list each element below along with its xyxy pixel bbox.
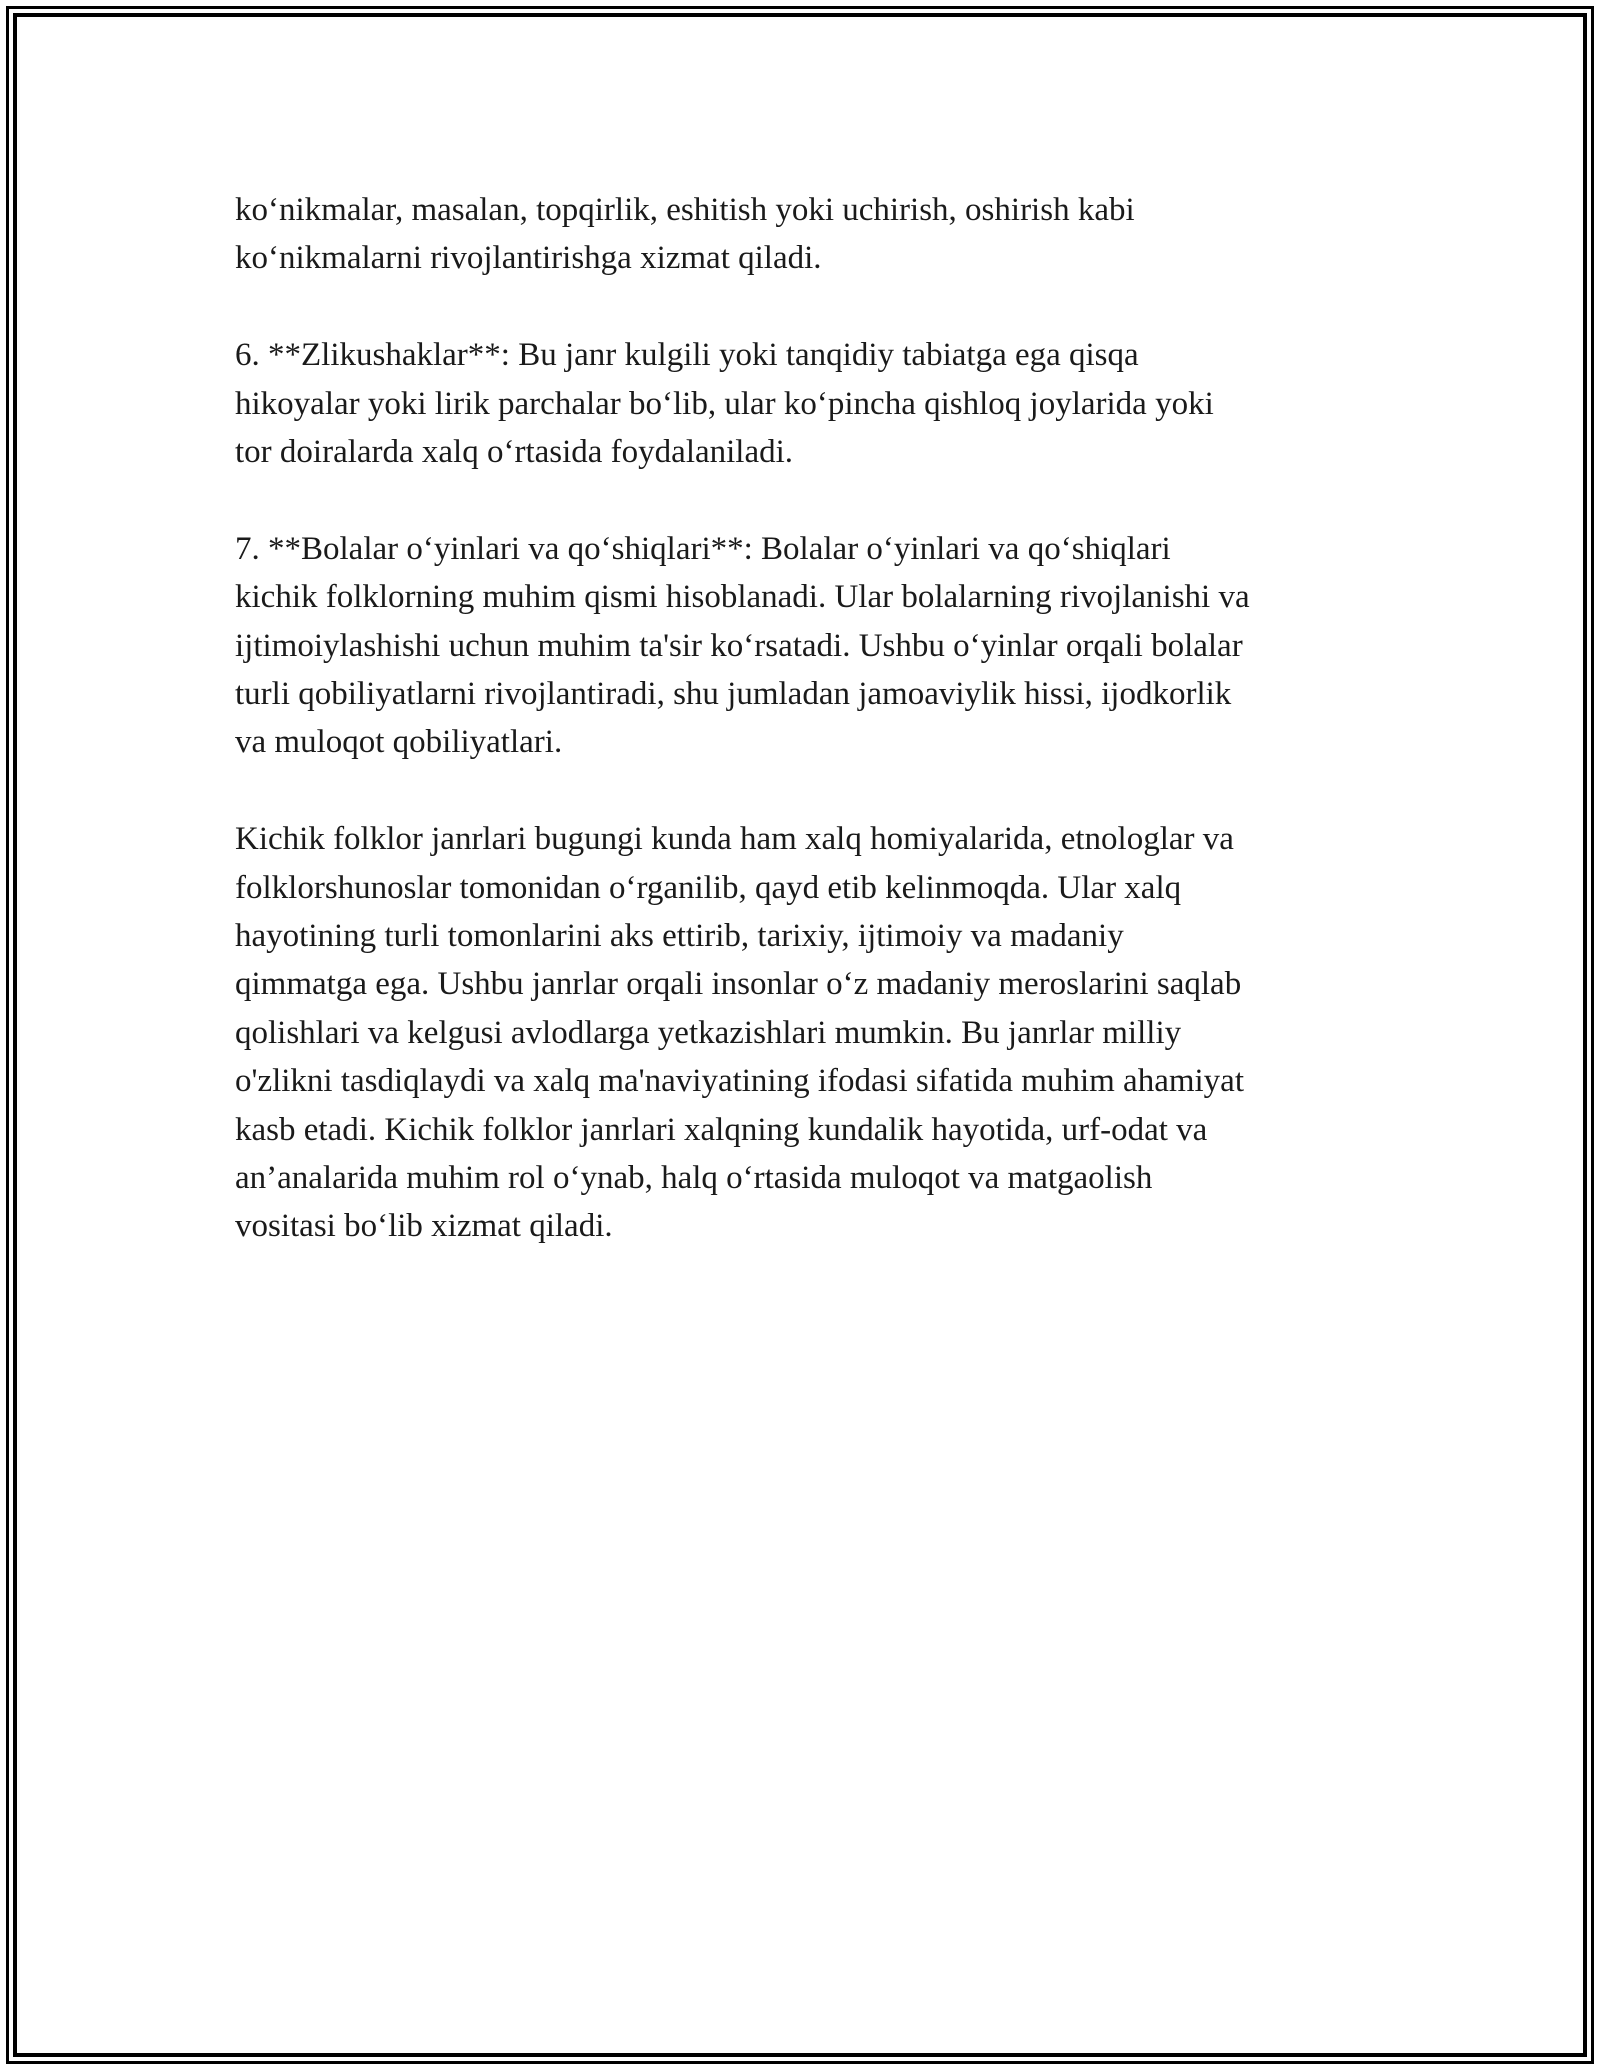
text-line: kichik folklorning muhim qismi hisoblanadi. Ular bolalarning rivojlanishi va [235, 579, 1250, 616]
document-body [235, 186, 1375, 1299]
text-line: o'zlikni tasdiqlaydi va xalq ma'naviyatining ifodasi sifatida muhim ahamiyat [235, 1063, 1244, 1100]
text-line: folklorshunoslar tomonidan o‘rganilib, qayd etib kelinmoqda. Ular xalq [235, 869, 1182, 906]
text-line: qolishlari va kelgusi avlodlarga yetkazishlari mumkin. Bu janrlar milliy [235, 1014, 1182, 1051]
text-line: qimmatga ega. Ushbu janrlar orqali insonlar o‘z madaniy meroslarini saqlab [235, 966, 1242, 1003]
text-line: ijtimoiylashishi uchun muhim ta'sir ko‘rsatadi. Ushbu o‘yinlar orqali bolalar [235, 627, 1243, 664]
text-line: kasb etadi. Kichik folklor janrlari xalqning kundalik hayotida, urf-odat va [235, 1111, 1208, 1148]
paragraph-skills-continuation [235, 186, 1375, 283]
text-line: ko‘nikmalarni rivojlantirishga xizmat qiladi. [235, 240, 822, 277]
text-line: tor doiralarda xalq o‘rtasida foydalaniladi. [235, 434, 794, 471]
text-line: ko‘nikmalar, masalan, topqirlik, eshitish yoki uchirish, oshirish kabi [235, 192, 1135, 228]
text-line: 7. **Bolalar o‘yinlari va qo‘shiqlari**: Bolalar o‘yinlari va qo‘shiqlari [235, 530, 1171, 567]
text-line: hikoyalar yoki lirik parchalar bo‘lib, ular ko‘pincha qishloq joylarida yoki [235, 385, 1214, 422]
paragraph-item-7 [235, 525, 1375, 767]
text-line: va muloqot qobiliyatlari. [235, 724, 563, 761]
text-line: turli qobiliyatlarni rivojlantiradi, shu jumladan jamoaviylik hissi, ijodkorlik [235, 676, 1232, 713]
text-line: Kichik folklor janrlari bugungi kunda ham xalq homiyalarida, etnologlar va [235, 821, 1234, 858]
text-line: vositasi bo‘lib xizmat qiladi. [235, 1208, 613, 1245]
paragraph-conclusion [235, 815, 1375, 1251]
paragraph-item-6 [235, 331, 1375, 476]
text-line: 6. **Zlikushaklar**: Bu janr kulgili yoki tanqidiy tabiatga ega qisqa [235, 337, 1139, 374]
text-line: an’analarida muhim rol o‘ynab, halq o‘rtasida muloqot va matgaolish [235, 1160, 1153, 1197]
text-line: hayotining turli tomonlarini aks ettirib, tarixiy, ijtimoiy va madaniy [235, 918, 1124, 955]
